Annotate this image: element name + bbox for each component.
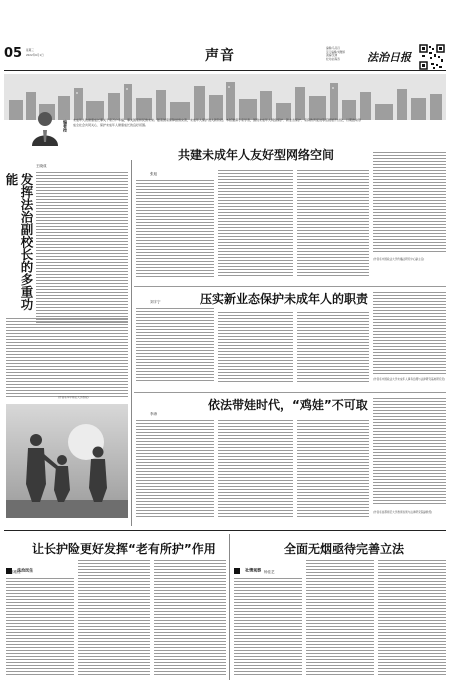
article-body (297, 312, 369, 384)
article-caption: (作者系华中师范大学教授) (58, 396, 89, 399)
article-author: 郭雅佳 (10, 570, 21, 574)
article-body (136, 180, 214, 280)
article-headline: 共建未成年人友好型网络空间 (178, 148, 335, 162)
article-author: 李涛 (150, 412, 157, 416)
section-rule (4, 530, 446, 531)
family-silhouette-photo (6, 404, 128, 518)
article-body (154, 560, 226, 678)
article-headline: 让长护险更好发挥“老有所护”作用 (32, 542, 216, 556)
editor-line: 编辑/马丹丹 (326, 47, 340, 50)
article-author: 刘宇宁 (150, 300, 161, 304)
article-body (6, 318, 128, 400)
column-divider (131, 160, 132, 526)
newspaper-logo: 法治日报 (367, 51, 411, 64)
article-caption: (作者系中国政法大学未成年人事务治理与法律研究基地研究员) (373, 378, 446, 381)
article-body (78, 560, 150, 678)
article-headline-vertical: 发挥法治副校长的多重功能 (4, 173, 34, 311)
article-body (306, 560, 374, 678)
section-rule (134, 286, 446, 287)
qr-code-icon (419, 44, 445, 70)
column-tag-label: 社情观察 (245, 567, 262, 573)
date-weekday: 星期三 (26, 49, 34, 52)
column-tag-label: 法治民生 (17, 567, 34, 573)
date-full: 2022年6月1日 (26, 54, 44, 57)
article-body (378, 560, 446, 678)
article-body (36, 172, 128, 328)
article-body (373, 292, 446, 376)
column-tag (234, 560, 261, 579)
article-body (218, 312, 293, 384)
column-divider (229, 534, 230, 680)
editor-line: 美编/吴迪 (326, 54, 338, 58)
editor-line: 见习编辑/刘雅婷 (326, 50, 346, 54)
article-body (297, 170, 369, 280)
cityscape-banner (4, 74, 446, 120)
article-body (297, 420, 369, 520)
article-body (136, 308, 214, 384)
intro-text: 未成年人的健康成长事关千家万户幸福，事关国家和民族未来。随着国家保障措施完善，未成年人保护进入新阶段。本版邀请专家学者，围绕未成年人网络保护、新业态保护、家庭教育促进等话题展开讨论，以期推动形成全社会共同关心、保护未成年人健康成长的良好氛围。 (73, 118, 362, 127)
article-caption: (作者系首都师范大学教育政策与法律研究院副教授) (373, 511, 433, 514)
article-author: 王晓成 (36, 164, 47, 168)
article-body (373, 398, 446, 508)
article-body (136, 420, 214, 520)
section-rule (134, 392, 446, 393)
article-body (373, 152, 446, 256)
article-headline: 压实新业态保护未成年人的职责 (200, 292, 369, 306)
editor-line: 校对/赵海涛 (326, 57, 340, 61)
article-author: 张旭 (150, 172, 157, 176)
article-headline: 依法带娃时代，“鸡娃”不可取 (208, 398, 368, 412)
article-author: 杨佳艺 (264, 570, 275, 574)
article-headline: 全面无烟亟待完善立法 (284, 542, 405, 556)
editor-credits (326, 47, 366, 61)
page-number: 05 (4, 46, 23, 61)
article-caption: (作者系中国政法大学传播法研究中心副主任) (373, 258, 425, 261)
article-body (234, 578, 302, 678)
section-title: 声音 (205, 48, 235, 64)
person-portrait-icon (30, 110, 60, 146)
article-body (218, 420, 293, 520)
article-body (218, 170, 293, 280)
masthead-rule (4, 70, 446, 71)
column-tag-icon (234, 568, 240, 574)
article-body (6, 578, 74, 678)
intro-column-label: 编者按 (63, 120, 68, 132)
